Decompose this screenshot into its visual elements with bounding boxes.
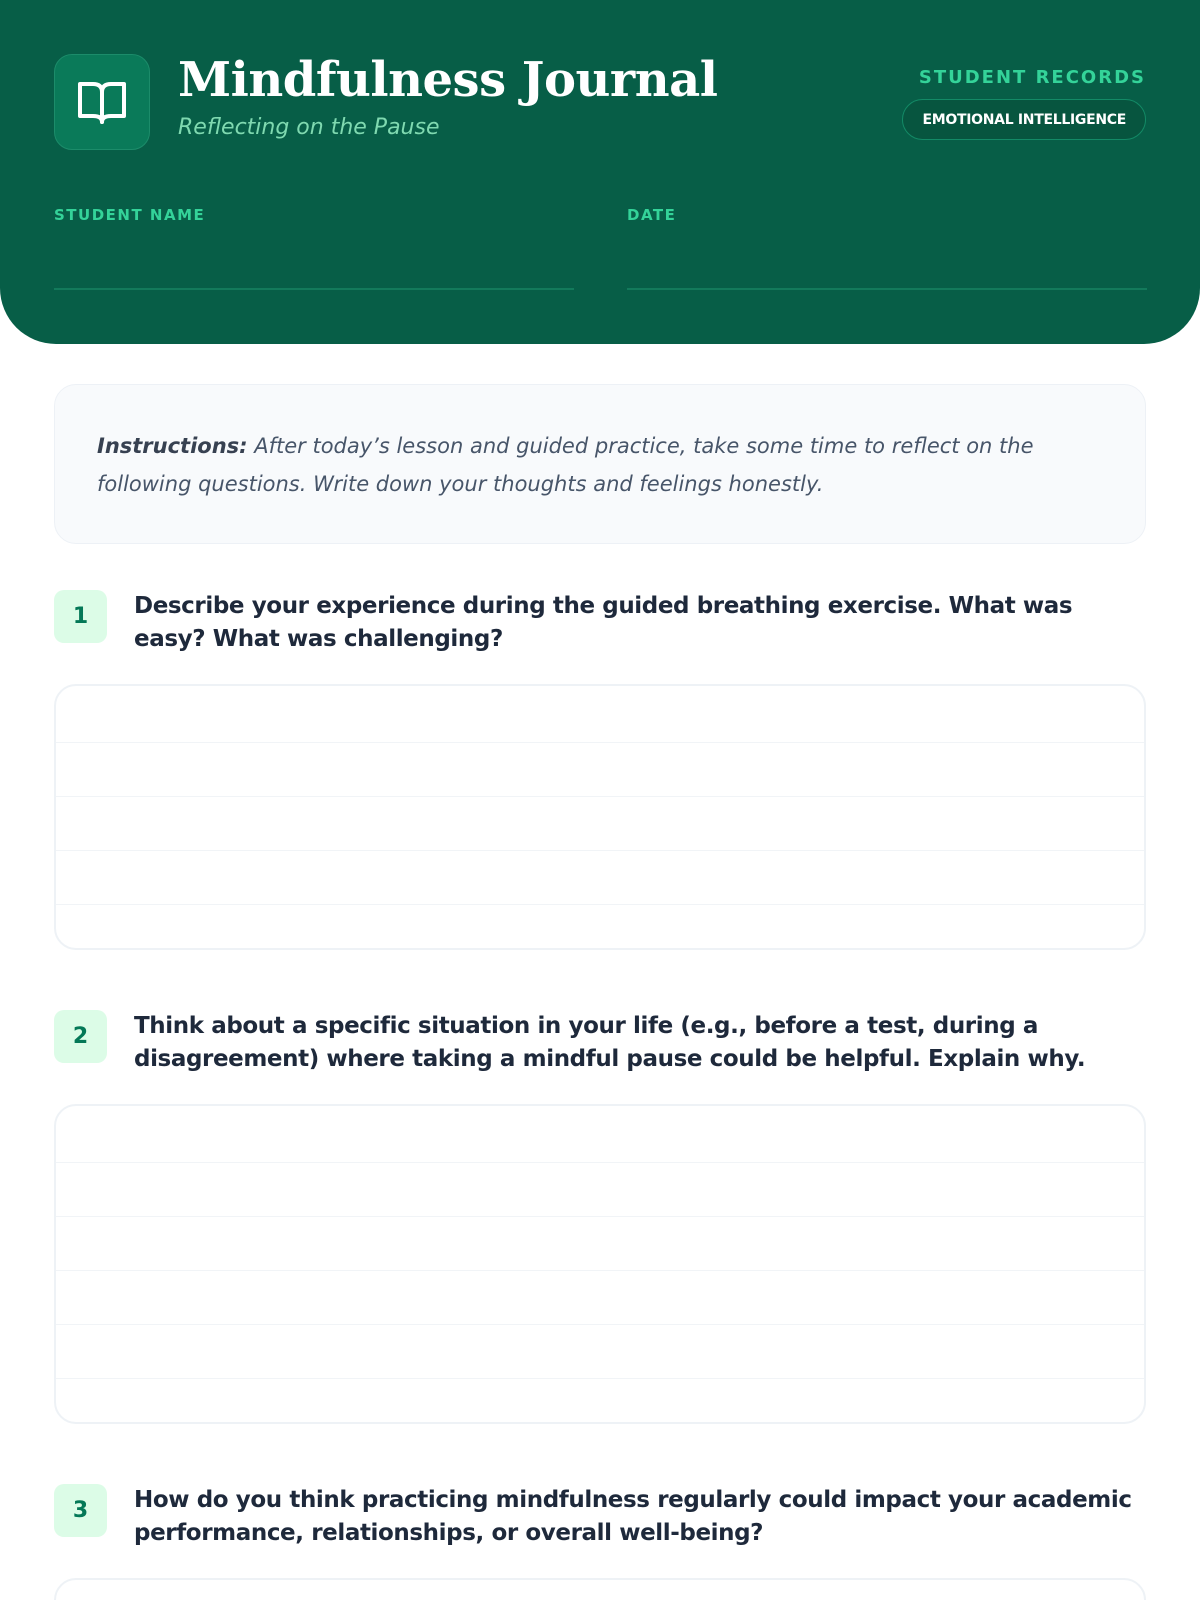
student-name-label: STUDENT NAME [54,206,206,224]
ruled-line [56,904,1144,905]
ruled-line [56,742,1144,743]
open-book-icon [76,78,128,126]
question-text: Describe your experience during the guided breathing exercise. What was easy? What was challenging? [134,593,1073,652]
question-number: 1 [54,590,107,643]
logo [54,54,150,150]
ruled-line [56,1378,1144,1379]
instructions-label: Instructions: [97,434,248,458]
records-label: STUDENT RECORDS [918,67,1146,88]
ruled-line [56,1216,1144,1217]
instructions-panel [54,384,1146,544]
question-text: How do you think practicing mindfulness regularly could impact your academic performance, relationships, or overall well-being? [134,1487,1132,1546]
ruled-line [56,796,1144,797]
ruled-line [56,1324,1144,1325]
question-number: 3 [54,1484,107,1537]
ruled-line [56,850,1144,851]
date-field[interactable] [627,288,1147,290]
page-subtitle: Reflecting on the Pause [178,115,440,140]
instructions-text: After today’s lesson and guided practice, take some time to reflect on the following questions. Write down your thoughts and feelings honestly. [97,434,1034,496]
topic-badge: EMOTIONAL INTELLIGENCE [902,99,1146,140]
journal-header [0,0,1200,344]
ruled-line [56,1270,1144,1271]
question-text: Think about a specific situation in your life (e.g., before a test, during a disagreement) where taking a mindful pause could be helpful. Explain why. [134,1013,1086,1072]
ruled-line [56,1162,1144,1163]
student-name-field[interactable] [54,288,574,290]
question-number: 2 [54,1010,107,1063]
page-title: Mindfulness Journal [178,52,718,108]
date-label: DATE [627,206,677,224]
answer-area[interactable] [54,1578,1146,1600]
answer-area[interactable] [54,1104,1146,1424]
answer-area[interactable] [54,684,1146,950]
